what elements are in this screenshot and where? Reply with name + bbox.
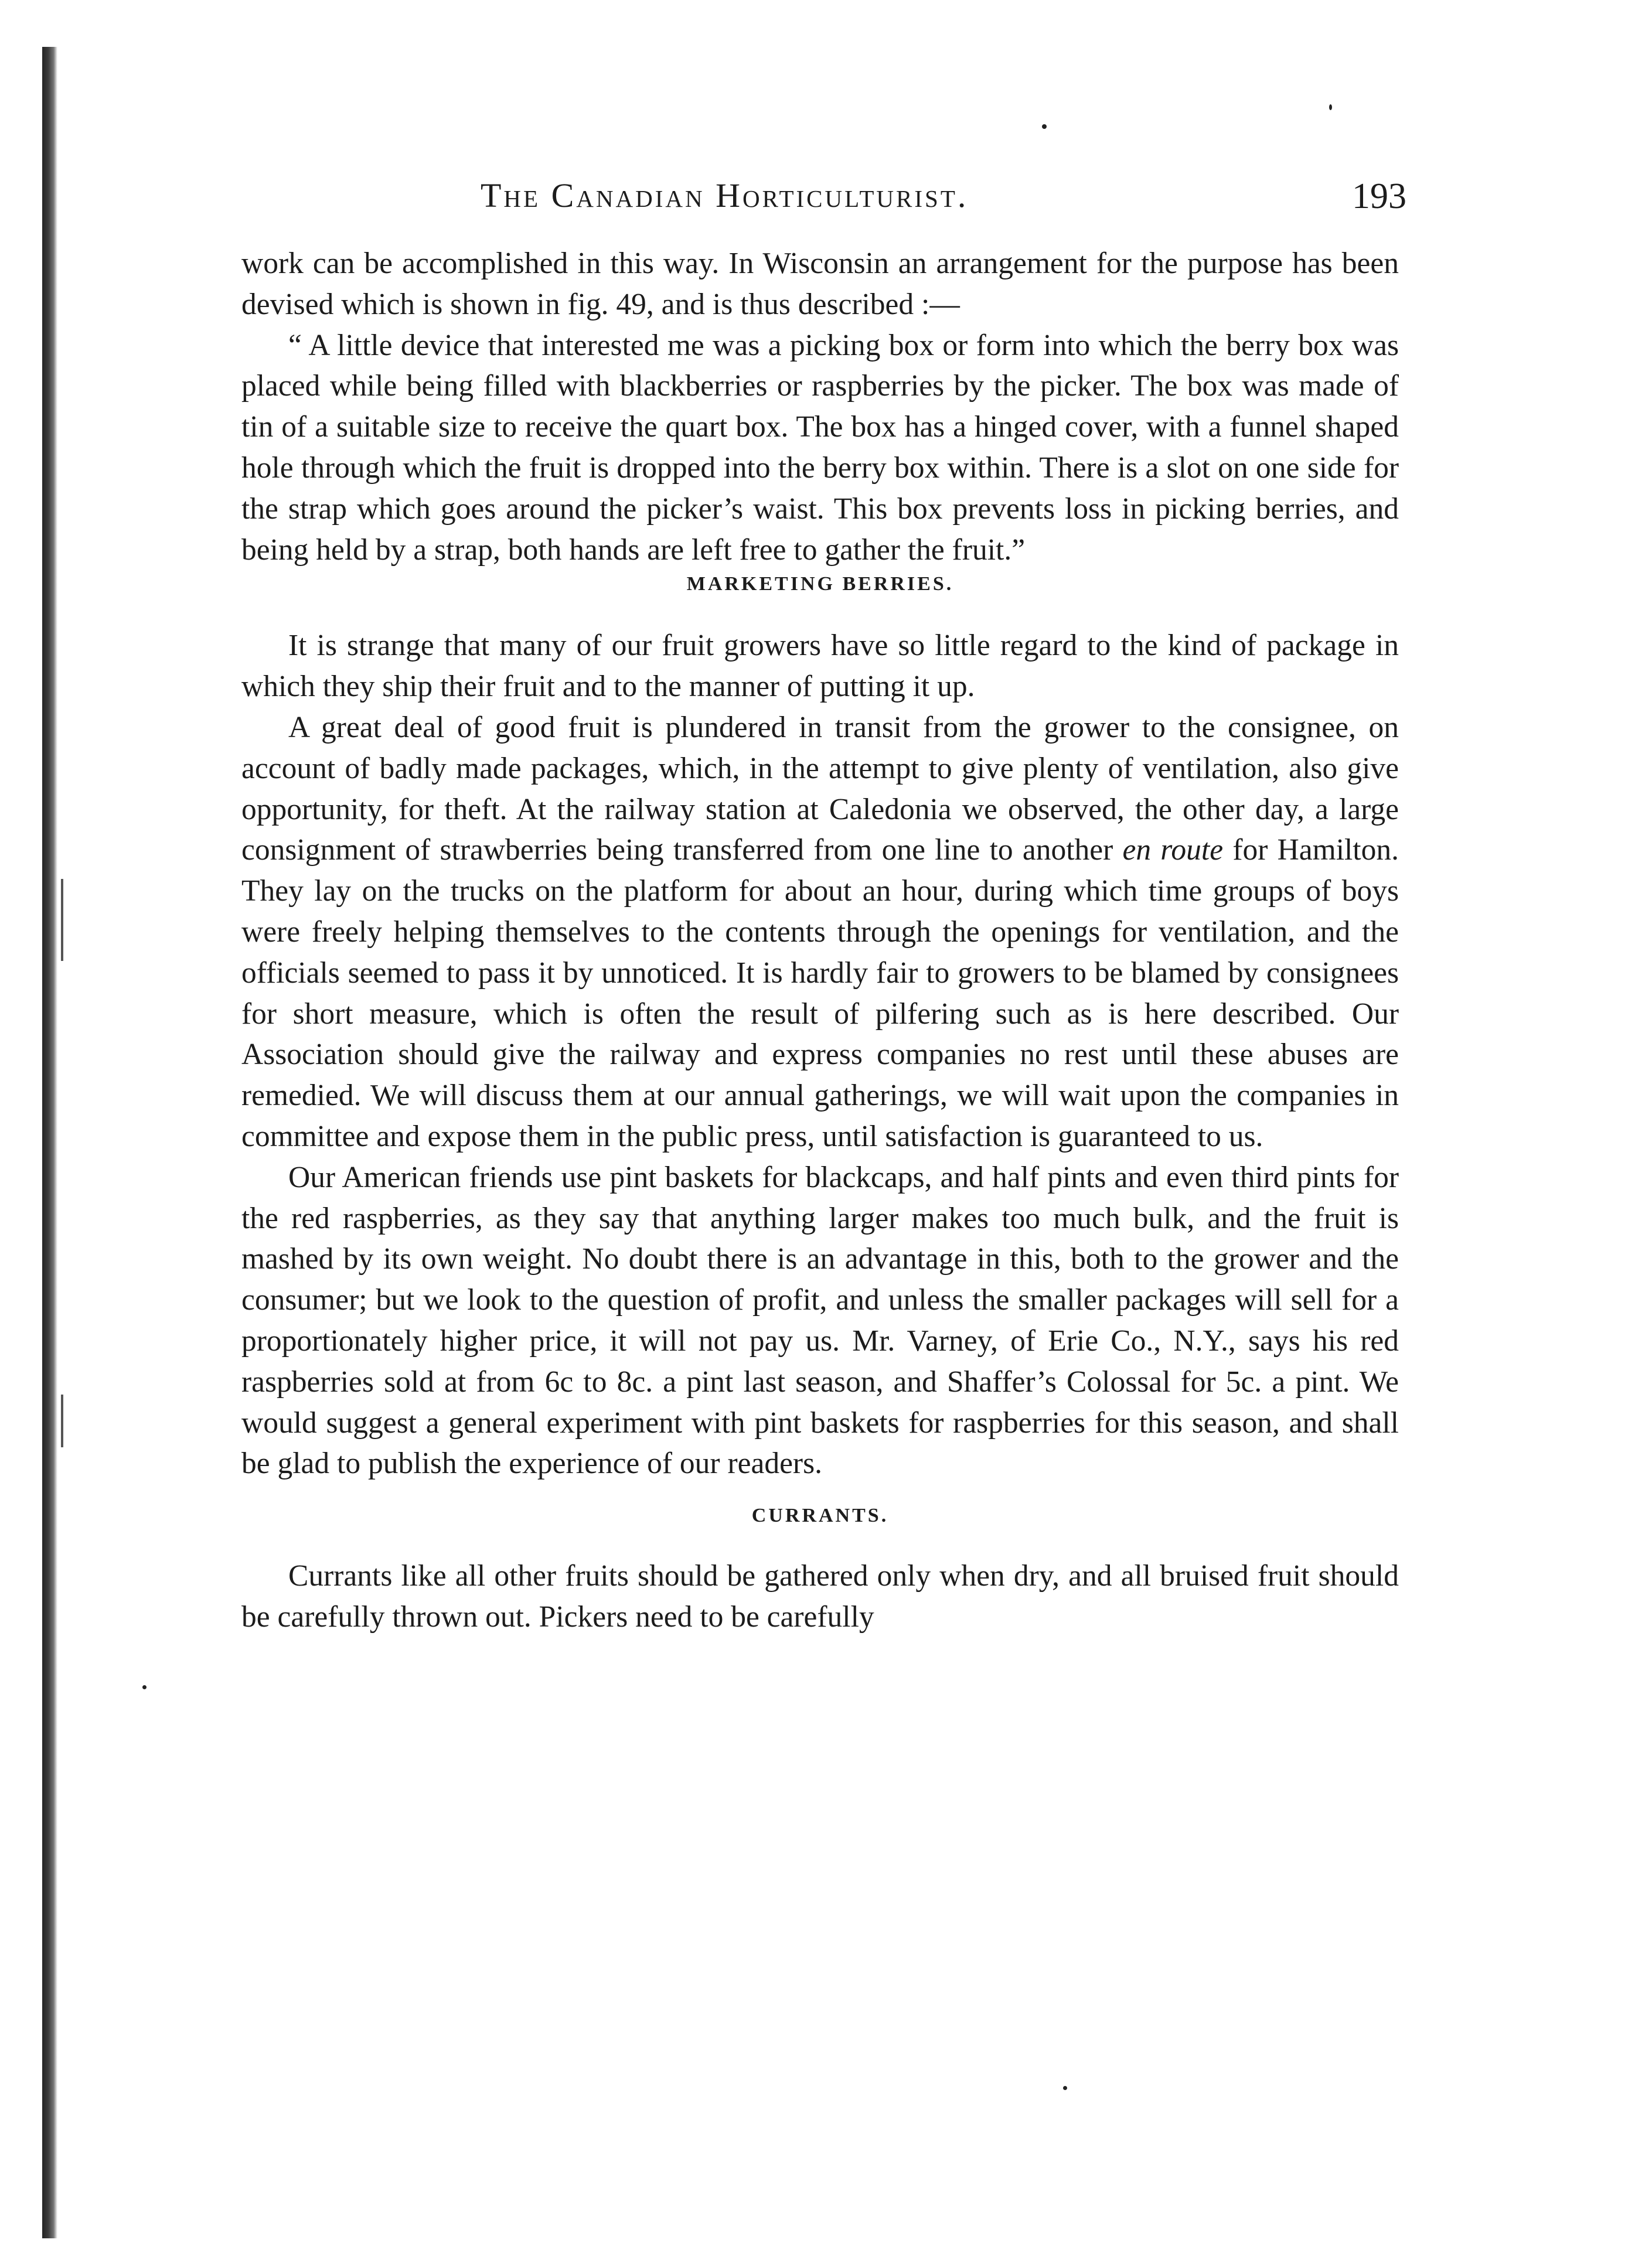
italic-phrase: en route [1122,833,1224,867]
binding-mark [61,1395,63,1447]
scan-speck [142,1685,147,1689]
marketing-paragraph-2-text: for Hamilton. They lay on the trucks on the platform for about an hour, during which time groups of boys were freely helping themselves to the contents through the openings for ventilation, and the officials seemed to pass it by unnoticed. It is hardly fair to growers to be blamed by consignees for short measure, which is often the result of pilfering such as is here described. Our Association should give the railway and express companies no rest until these abuses are remedied. We will discuss them at our annual gatherings, we will wait upon the companies in committee and expose them in the public press, until satisfaction is guaranteed to us. [241,833,1399,1153]
currants-paragraph-1: Currants like all other fruits should be gathered only when dry, and all bruised fruit should be carefully thrown out. Pickers need to be carefully [241,1559,1399,1634]
marketing-paragraph-1: It is strange that many of our fruit growers have so little regard to the kind of package in which they ship their fruit and to the manner of putting it up. [241,629,1399,704]
article-body [241,243,1399,1638]
running-title: The Canadian Horticulturist. [481,176,969,214]
page-binding-edge [42,47,57,2238]
section-heading-marketing-berries: MARKETING BERRIES. [686,573,954,595]
scan-speck [1329,104,1332,110]
marketing-paragraph-2-text: A great deal of good fruit is plundered in transit from the grower to the consignee, on account of badly made packages, which, in the attempt to give plenty of ventilation, also give opportunity, for theft. At the railway station at Caledonia we observed, the other day, a large consignment of strawberries being transferred from one line to another [241,710,1399,867]
page-number: 193 [1352,176,1406,216]
marketing-paragraph-2 [241,707,1399,1157]
page-header [246,176,1406,229]
quoted-description: “ A little device that interested me was a picking box or form into which the berry box was placed while being filled with blackberries or raspberries by the picker. The box was made of tin of a suitable size to receive the quart box. The box has a hinged cover, with a funnel shaped hole through which the fruit is dropped into the berry box within. There is a slot on one side for the strap which goes around the picker’s waist. This box prevents loss in picking berries, and being held by a strap, both hands are left free to gather the fruit.” [241,328,1399,567]
section-heading-currants: CURRANTS. [751,1505,889,1527]
scan-speck [1063,2086,1067,2090]
binding-mark [61,879,63,961]
marketing-paragraph-3: Our American friends use pint baskets for blackcaps, and half pints and even third pints for the red raspberries, as they say that anything larger makes too much bulk, and the fruit is mashed by its own weight. No doubt there is an advantage in this, both to the grower and the consumer; but we look to the question of profit, and unless the smaller packages will sell for a proportionately higher price, it will not pay us. Mr. Varney, of Erie Co., N.Y., says his red raspberries sold at from 6c to 8c. a pint last season, and Shaffer’s Colossal for 5c. a pint. We would suggest a general experiment with pint baskets for raspberries for this season, and shall be glad to publish the experience of our readers. [241,1160,1399,1481]
intro-paragraph: work can be accomplished in this way. In Wisconsin an arrangement for the purpose has been devised which is shown in fig. 49, and is thus described :— [241,247,1399,321]
scan-speck [1042,124,1047,129]
